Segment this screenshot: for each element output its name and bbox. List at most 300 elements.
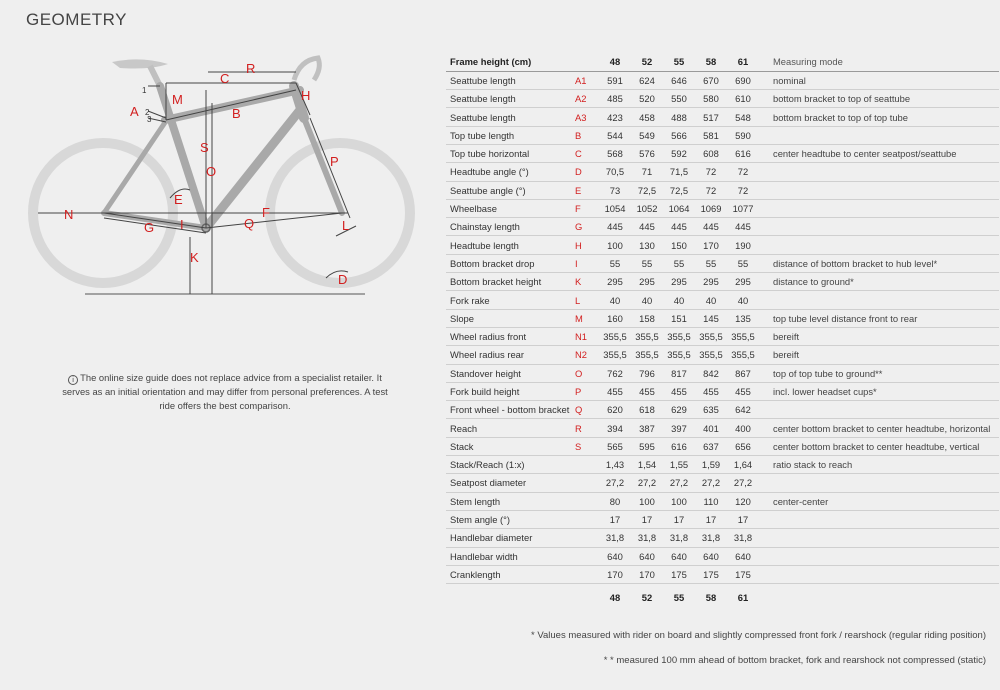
label-a3: 3 [147,115,152,124]
row-value: 656 [727,437,759,455]
row-value: 73 [599,181,631,199]
row-label: Wheelbase [446,199,571,217]
table-row [446,510,999,528]
row-label: Bottom bracket height [446,273,571,291]
table-row [446,474,999,492]
seat-tube [160,86,206,228]
row-value: 1,59 [695,456,727,474]
row-code [571,492,599,510]
row-value: 295 [727,273,759,291]
header-measuring-mode: Measuring mode [759,53,999,71]
row-note: bereift [759,327,999,345]
row-value: 566 [663,126,695,144]
row-label: Seattube length [446,90,571,108]
row-value: 355,5 [631,327,663,345]
row-code: L [571,291,599,309]
row-code: C [571,144,599,162]
footnote-2: * * measured 100 mm ahead of bottom bracket, fork and rearshock not compressed (static) [603,655,986,666]
label-e: E [174,192,183,207]
footer-size: 52 [641,592,653,604]
header-size: 58 [695,53,727,71]
header-size: 61 [727,53,759,71]
row-value: 423 [599,108,631,126]
row-code: S [571,437,599,455]
row-code: E [571,181,599,199]
row-value: 397 [663,419,695,437]
label-d: D [338,272,348,287]
row-code: D [571,163,599,181]
row-label: Stem angle (°) [446,510,571,528]
row-note [759,291,999,309]
row-value: 55 [599,254,631,272]
row-value: 1052 [631,199,663,217]
row-value: 295 [631,273,663,291]
row-value: 71,5 [663,163,695,181]
row-value: 637 [695,437,727,455]
row-value: 565 [599,437,631,455]
row-label: Seattube length [446,108,571,126]
row-value: 640 [695,547,727,565]
row-value: 394 [599,419,631,437]
row-note [759,163,999,181]
row-label: Reach [446,419,571,437]
row-value: 1,55 [663,456,695,474]
info-icon: i [68,375,78,385]
footer-size: 55 [673,592,685,604]
row-value: 400 [727,419,759,437]
label-a1: 1 [142,86,147,95]
row-value: 27,2 [727,474,759,492]
row-value: 40 [663,291,695,309]
row-code [571,547,599,565]
row-value: 100 [599,236,631,254]
row-label: Stack/Reach (1:x) [446,456,571,474]
row-value: 295 [695,273,727,291]
label-m: M [172,92,183,107]
row-code [571,529,599,547]
table-row [446,218,999,236]
row-code [571,474,599,492]
row-value: 867 [727,364,759,382]
row-value: 175 [727,565,759,583]
row-value: 17 [727,510,759,528]
row-value: 100 [631,492,663,510]
row-value: 1054 [599,199,631,217]
row-label: Handlebar diameter [446,529,571,547]
footer-code-cell [571,584,599,612]
label-a2: 2 [145,108,150,117]
row-note [759,547,999,565]
label-g: G [144,220,155,235]
row-value: 355,5 [695,346,727,364]
row-value: 1064 [663,199,695,217]
table-row [446,126,999,144]
table-row [446,236,999,254]
label-f: F [262,205,270,220]
row-value: 17 [663,510,695,528]
row-value: 624 [631,71,663,89]
row-code: G [571,218,599,236]
row-note [759,510,999,528]
header-size: 48 [599,53,631,71]
row-label: Wheel radius rear [446,346,571,364]
row-value: 458 [631,108,663,126]
handlebar [294,58,319,80]
row-value: 568 [599,144,631,162]
row-value: 455 [727,382,759,400]
row-value: 445 [631,218,663,236]
row-label: Slope [446,309,571,327]
table-row [446,401,999,419]
row-value: 158 [631,309,663,327]
row-value: 80 [599,492,631,510]
label-s: S [200,140,209,155]
table-row [446,547,999,565]
row-code: A2 [571,90,599,108]
row-value: 72 [727,181,759,199]
row-value: 175 [663,565,695,583]
table-row [446,163,999,181]
table-row [446,181,999,199]
row-label: Headtube length [446,236,571,254]
row-value: 27,2 [631,474,663,492]
row-code: P [571,382,599,400]
table-row [446,346,999,364]
row-value: 455 [695,382,727,400]
row-code [571,565,599,583]
row-value: 670 [695,71,727,89]
row-value: 55 [695,254,727,272]
row-value: 355,5 [631,346,663,364]
table-row [446,90,999,108]
row-value: 27,2 [599,474,631,492]
row-value: 150 [663,236,695,254]
row-value: 544 [599,126,631,144]
row-value: 548 [727,108,759,126]
row-note [759,199,999,217]
row-value: 355,5 [695,327,727,345]
table-row [446,71,999,89]
row-value: 31,8 [695,529,727,547]
row-value: 549 [631,126,663,144]
table-row [446,309,999,327]
row-code: F [571,199,599,217]
row-value: 762 [599,364,631,382]
row-value: 455 [599,382,631,400]
row-value: 640 [663,547,695,565]
label-a: A [130,104,139,119]
row-code: N2 [571,346,599,364]
row-note [759,218,999,236]
row-label: Wheel radius front [446,327,571,345]
row-value: 616 [663,437,695,455]
row-value: 31,8 [663,529,695,547]
table-row [446,529,999,547]
size-guide-disclaimer [60,371,390,412]
table-row [446,565,999,583]
footer-empty [446,584,571,612]
row-label: Stem length [446,492,571,510]
row-value: 642 [727,401,759,419]
row-code: A1 [571,71,599,89]
row-value: 72,5 [631,181,663,199]
row-label: Bottom bracket drop [446,254,571,272]
table-row [446,382,999,400]
row-value: 520 [631,90,663,108]
row-value: 120 [727,492,759,510]
header-size: 55 [663,53,695,71]
row-value: 488 [663,108,695,126]
row-label: Front wheel - bottom bracket [446,401,571,419]
row-note [759,474,999,492]
row-value: 295 [599,273,631,291]
row-value: 640 [599,547,631,565]
label-n: N [64,207,74,222]
row-value: 387 [631,419,663,437]
row-note [759,565,999,583]
row-label: Standover height [446,364,571,382]
row-note: center-center [759,492,999,510]
row-value: 100 [663,492,695,510]
page-title: GEOMETRY [26,10,127,29]
footnote-1: * Values measured with rider on board and slightly compressed front fork / rearshock (regular riding position) [531,630,986,641]
row-value: 640 [631,547,663,565]
row-note [759,181,999,199]
row-value: 620 [599,401,631,419]
row-value: 70,5 [599,163,631,181]
table-row [446,327,999,345]
row-note [759,401,999,419]
row-label: Seatpost diameter [446,474,571,492]
table-row [446,492,999,510]
row-value: 1,43 [599,456,631,474]
table-row [446,144,999,162]
row-value: 40 [695,291,727,309]
row-note: incl. lower headset cups* [759,382,999,400]
row-code: I [571,254,599,272]
table-row [446,291,999,309]
row-value: 796 [631,364,663,382]
row-value: 445 [599,218,631,236]
row-note: bottom bracket to top of seattube [759,90,999,108]
row-value: 580 [695,90,727,108]
row-value: 590 [727,126,759,144]
header-frame-height: Frame height (cm) [446,53,571,71]
row-value: 72 [695,163,727,181]
row-code [571,510,599,528]
row-value: 1,54 [631,456,663,474]
row-value: 1069 [695,199,727,217]
row-value: 145 [695,309,727,327]
row-value: 130 [631,236,663,254]
row-value: 31,8 [727,529,759,547]
row-value: 445 [663,218,695,236]
row-label: Seattube length [446,71,571,89]
row-value: 31,8 [631,529,663,547]
row-value: 842 [695,364,727,382]
row-value: 817 [663,364,695,382]
row-value: 517 [695,108,727,126]
row-note: center bottom bracket to center headtube, horizontal [759,419,999,437]
row-value: 355,5 [727,346,759,364]
row-value: 72 [695,181,727,199]
row-value: 616 [727,144,759,162]
table-row [446,456,999,474]
row-label: Fork rake [446,291,571,309]
row-code: M [571,309,599,327]
header-size: 52 [631,53,663,71]
header-code-cell [571,53,599,71]
row-value: 17 [695,510,727,528]
row-code: B [571,126,599,144]
row-value: 355,5 [663,346,695,364]
row-value: 135 [727,309,759,327]
row-label: Top tube horizontal [446,144,571,162]
row-value: 55 [631,254,663,272]
row-label: Chainstay length [446,218,571,236]
row-value: 355,5 [599,346,631,364]
row-label: Fork build height [446,382,571,400]
row-code: N1 [571,327,599,345]
row-value: 576 [631,144,663,162]
row-value: 485 [599,90,631,108]
row-value: 71 [631,163,663,181]
row-value: 190 [727,236,759,254]
table-row [446,108,999,126]
row-value: 27,2 [663,474,695,492]
row-value: 27,2 [695,474,727,492]
row-note: ratio stack to reach [759,456,999,474]
row-note: distance to ground* [759,273,999,291]
row-value: 17 [631,510,663,528]
row-value: 72,5 [663,181,695,199]
label-o: O [206,164,217,179]
label-k: K [190,250,199,265]
row-value: 55 [727,254,759,272]
label-i: I [180,217,184,232]
footer-note [759,584,999,612]
row-value: 608 [695,144,727,162]
row-value: 401 [695,419,727,437]
row-value: 170 [631,565,663,583]
row-value: 72 [727,163,759,181]
row-value: 170 [599,565,631,583]
label-h: H [301,88,311,103]
row-label: Seattube angle (°) [446,181,571,199]
disclaimer-text: The online size guide does not replace advice from a specialist retailer. It serves as an initial orientation and may differ from personal preferences. A test ride offers the best comparison. [62,372,388,411]
row-label: Headtube angle (°) [446,163,571,181]
row-note: nominal [759,71,999,89]
row-value: 618 [631,401,663,419]
table-row [446,364,999,382]
row-note [759,529,999,547]
row-value: 550 [663,90,695,108]
row-note: bottom bracket to top of top tube [759,108,999,126]
row-label: Stack [446,437,571,455]
table-row [446,419,999,437]
row-note: bereift [759,346,999,364]
row-value: 592 [663,144,695,162]
row-value: 690 [727,71,759,89]
row-value: 455 [631,382,663,400]
label-l: L [342,218,350,233]
row-label: Handlebar width [446,547,571,565]
row-note: top tube level distance front to rear [759,309,999,327]
row-code: R [571,419,599,437]
row-value: 355,5 [663,327,695,345]
label-c: C [220,71,230,86]
row-note: top of top tube to ground** [759,364,999,382]
row-value: 40 [599,291,631,309]
footer-size: 48 [609,592,621,604]
label-p: P [330,154,339,169]
row-value: 445 [695,218,727,236]
table-footer-row [446,584,999,612]
row-code: H [571,236,599,254]
row-value: 640 [727,547,759,565]
row-value: 31,8 [599,529,631,547]
row-label: Top tube length [446,126,571,144]
footer-size: 61 [737,592,749,604]
table-row [446,273,999,291]
table-header-row [446,53,999,71]
row-value: 295 [663,273,695,291]
row-note: distance of bottom bracket to hub level* [759,254,999,272]
table-row [446,199,999,217]
row-value: 40 [727,291,759,309]
row-value: 17 [599,510,631,528]
row-note: center bottom bracket to center headtube, vertical [759,437,999,455]
row-note [759,126,999,144]
row-value: 591 [599,71,631,89]
row-value: 110 [695,492,727,510]
table-row [446,437,999,455]
row-value: 629 [663,401,695,419]
row-value: 151 [663,309,695,327]
label-q: Q [244,216,255,231]
row-value: 610 [727,90,759,108]
row-value: 40 [631,291,663,309]
row-value: 170 [695,236,727,254]
saddle [112,59,168,68]
bike-geometry-diagram [0,40,440,310]
row-label: Cranklength [446,565,571,583]
row-value: 581 [695,126,727,144]
table-row [446,254,999,272]
row-value: 455 [663,382,695,400]
row-code [571,456,599,474]
row-code: O [571,364,599,382]
row-value: 445 [727,218,759,236]
row-value: 55 [663,254,695,272]
row-code: Q [571,401,599,419]
row-note: center headtube to center seatpost/seattube [759,144,999,162]
row-code: A3 [571,108,599,126]
row-code: K [571,273,599,291]
row-value: 595 [631,437,663,455]
label-r: R [246,61,256,76]
row-note [759,236,999,254]
row-value: 646 [663,71,695,89]
row-value: 1077 [727,199,759,217]
geometry-table [446,53,999,612]
footer-size: 58 [705,592,717,604]
row-value: 160 [599,309,631,327]
row-value: 355,5 [599,327,631,345]
row-value: 1,64 [727,456,759,474]
label-b: B [232,106,241,121]
row-value: 355,5 [727,327,759,345]
